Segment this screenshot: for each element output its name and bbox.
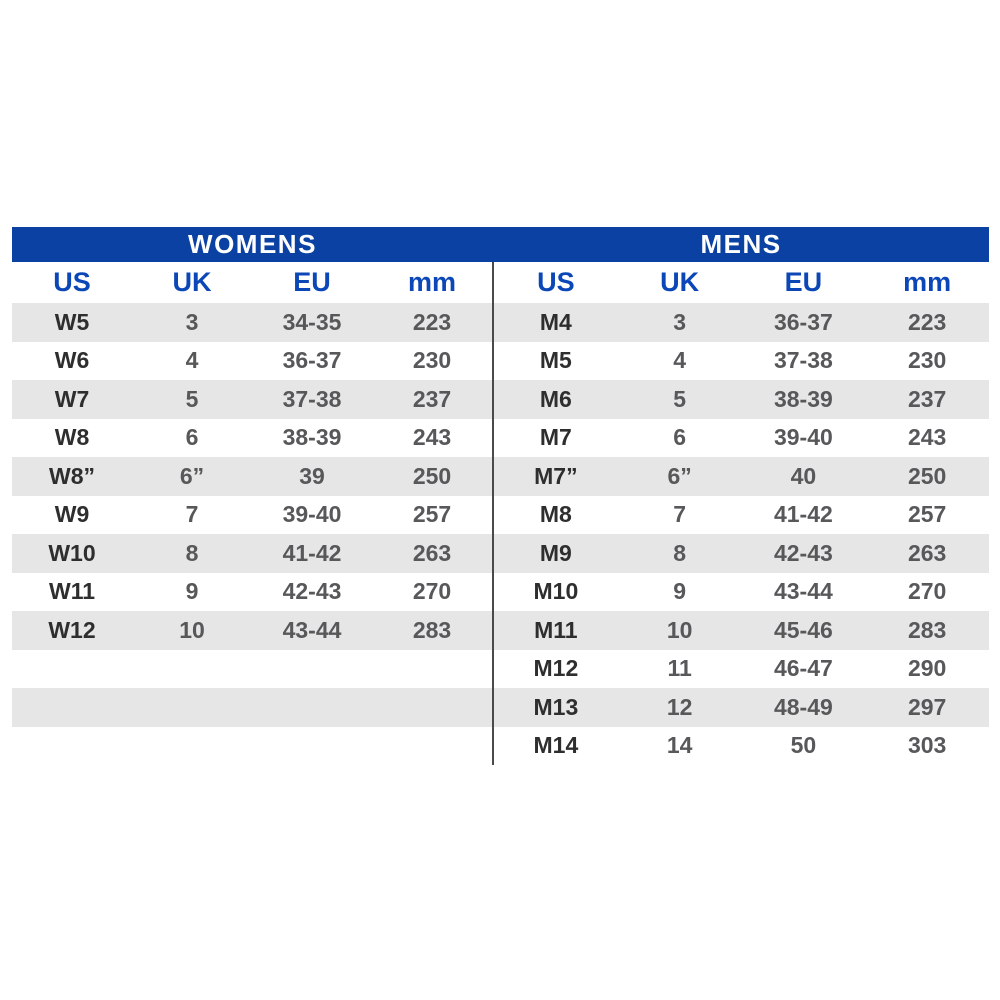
- womens-cell-mm: 270: [412, 578, 452, 605]
- womens-cell-uk: 10: [179, 616, 205, 643]
- womens-cell-mm: 237: [412, 385, 452, 412]
- mens-table-row: [494, 457, 989, 496]
- womens-cell-uk: 3: [185, 308, 199, 335]
- mens-cell-mm: 250: [907, 462, 947, 489]
- mens-cell-mm: 230: [907, 347, 947, 374]
- womens-empty-row: [12, 650, 492, 689]
- mens-table-row: [494, 688, 989, 727]
- mens-cell-eu: 39-40: [773, 424, 833, 451]
- womens-cell-eu: 37-38: [282, 385, 342, 412]
- mens-size-table: [494, 262, 989, 765]
- womens-empty-cell: [12, 650, 132, 689]
- mens-column-header-uk: UK: [618, 262, 742, 303]
- womens-cell-us: W10: [48, 539, 96, 566]
- mens-cell-uk: 5: [673, 385, 687, 412]
- mens-cell-us: M10: [533, 578, 579, 605]
- mens-cell-eu: 41-42: [773, 501, 833, 528]
- mens-section-title: MENS: [700, 229, 782, 259]
- womens-cell-uk: 4: [185, 347, 199, 374]
- mens-cell-uk: 6”: [667, 462, 692, 489]
- mens-cell-uk: 9: [673, 578, 687, 605]
- womens-table-row: [12, 303, 492, 342]
- womens-cell-eu: 39: [299, 462, 325, 489]
- mens-cell-uk: 6: [673, 424, 687, 451]
- womens-empty-row: [12, 727, 492, 766]
- mens-cell-uk: 3: [673, 308, 687, 335]
- mens-cell-mm: 297: [907, 693, 947, 720]
- womens-empty-cell: [252, 650, 372, 689]
- mens-cell-uk: 8: [673, 539, 687, 566]
- womens-cell-mm: 230: [412, 347, 452, 374]
- mens-cell-eu: 46-47: [773, 655, 833, 682]
- womens-cell-mm: 243: [412, 424, 452, 451]
- mens-cell-eu: 50: [790, 732, 817, 759]
- womens-empty-cell: [252, 688, 372, 727]
- womens-cell-eu: 41-42: [282, 539, 342, 566]
- mens-table-row: [494, 303, 989, 342]
- mens-header-row: [494, 262, 989, 303]
- size-conversion-chart: [12, 227, 989, 765]
- womens-empty-cell: [372, 650, 492, 689]
- womens-cell-mm: 263: [412, 539, 452, 566]
- mens-cell-mm: 223: [907, 308, 947, 335]
- mens-column-header-us: US: [494, 262, 618, 303]
- womens-column-header-us: US: [12, 262, 132, 303]
- mens-cell-eu: 43-44: [773, 578, 833, 605]
- womens-empty-cell: [12, 688, 132, 727]
- mens-table-row: [494, 650, 989, 689]
- mens-cell-us: M6: [539, 385, 572, 412]
- womens-cell-mm: 283: [412, 616, 452, 643]
- mens-cell-uk: 11: [667, 655, 692, 682]
- womens-cell-us: W11: [48, 578, 96, 605]
- womens-cell-uk: 8: [185, 539, 199, 566]
- womens-table-row: [12, 496, 492, 535]
- womens-cell-eu: 43-44: [282, 616, 342, 643]
- womens-cell-us: W12: [48, 616, 96, 643]
- womens-header-row: [12, 262, 492, 303]
- mens-cell-mm: 257: [907, 501, 947, 528]
- mens-table-row: [494, 611, 989, 650]
- womens-cell-us: W5: [54, 308, 90, 335]
- mens-cell-uk: 7: [673, 501, 687, 528]
- mens-cell-eu: 37-38: [773, 347, 833, 374]
- womens-empty-cell: [12, 727, 132, 766]
- womens-cell-eu: 42-43: [282, 578, 342, 605]
- womens-empty-cell: [132, 688, 252, 727]
- mens-table-row: [494, 496, 989, 535]
- mens-cell-mm: 303: [907, 732, 947, 759]
- womens-cell-eu: 38-39: [282, 424, 342, 451]
- womens-table-row: [12, 342, 492, 381]
- mens-cell-us: M8: [539, 501, 572, 528]
- womens-cell-eu: 36-37: [282, 347, 342, 374]
- womens-cell-eu: 34-35: [282, 308, 342, 335]
- mens-cell-us: M14: [533, 732, 579, 759]
- womens-column-header-eu: EU: [252, 262, 372, 303]
- mens-cell-mm: 270: [907, 578, 947, 605]
- womens-cell-mm: 223: [412, 308, 452, 335]
- mens-cell-mm: 243: [907, 424, 947, 451]
- womens-empty-cell: [132, 650, 252, 689]
- mens-cell-mm: 263: [907, 539, 947, 566]
- womens-cell-us: W8: [54, 424, 90, 451]
- mens-cell-us: M11: [534, 616, 578, 643]
- tables-row: [12, 262, 989, 765]
- womens-cell-us: W7: [54, 385, 90, 412]
- mens-cell-us: M13: [533, 693, 579, 720]
- mens-table-row: [494, 380, 989, 419]
- womens-cell-mm: 250: [412, 462, 452, 489]
- womens-table-row: [12, 611, 492, 650]
- mens-column-header-eu: EU: [742, 262, 866, 303]
- mens-cell-us: M12: [533, 655, 579, 682]
- mens-table-row: [494, 534, 989, 573]
- womens-table-row: [12, 419, 492, 458]
- mens-cell-us: M7: [539, 424, 572, 451]
- mens-cell-uk: 14: [666, 732, 693, 759]
- womens-section-title: WOMENS: [188, 229, 317, 259]
- mens-cell-eu: 45-46: [773, 616, 833, 643]
- womens-column-header-uk: UK: [132, 262, 252, 303]
- mens-cell-us: M5: [539, 347, 572, 374]
- mens-cell-mm: 290: [907, 655, 947, 682]
- womens-cell-uk: 5: [185, 385, 199, 412]
- womens-cell-uk: 6: [185, 424, 199, 451]
- womens-cell-us: W6: [54, 347, 90, 374]
- womens-empty-row: [12, 688, 492, 727]
- mens-table-row: [494, 419, 989, 458]
- womens-empty-cell: [132, 727, 252, 766]
- mens-cell-uk: 10: [666, 616, 693, 643]
- mens-cell-us: M4: [539, 308, 572, 335]
- mens-column-header-mm: mm: [865, 262, 989, 303]
- womens-cell-uk: 7: [185, 501, 199, 528]
- womens-size-table: [12, 262, 492, 765]
- mens-cell-us: M9: [539, 539, 572, 566]
- mens-table-row: [494, 342, 989, 381]
- mens-cell-uk: 4: [673, 347, 687, 374]
- womens-cell-us: W9: [54, 501, 90, 528]
- womens-empty-cell: [252, 727, 372, 766]
- mens-table-row: [494, 573, 989, 612]
- womens-table-row: [12, 573, 492, 612]
- mens-cell-uk: 12: [666, 693, 693, 720]
- mens-cell-eu: 42-43: [773, 539, 833, 566]
- mens-cell-eu: 36-37: [773, 308, 833, 335]
- mens-cell-mm: 237: [907, 385, 947, 412]
- womens-empty-cell: [372, 688, 492, 727]
- womens-table-row: [12, 380, 492, 419]
- mens-table-row: [494, 727, 989, 766]
- womens-table-row: [12, 534, 492, 573]
- womens-cell-us: W8”: [49, 462, 95, 489]
- mens-cell-eu: 38-39: [773, 385, 833, 412]
- mens-cell-eu: 48-49: [773, 693, 833, 720]
- womens-cell-mm: 257: [412, 501, 452, 528]
- mens-cell-mm: 283: [907, 616, 947, 643]
- womens-table-row: [12, 457, 492, 496]
- womens-cell-uk: 6”: [179, 462, 205, 489]
- mens-cell-us: M7”: [534, 462, 578, 489]
- womens-cell-eu: 39-40: [282, 501, 342, 528]
- mens-cell-eu: 40: [790, 462, 817, 489]
- womens-cell-uk: 9: [185, 578, 199, 605]
- womens-column-header-mm: mm: [372, 262, 492, 303]
- chart-header-bar: [12, 227, 989, 262]
- womens-empty-cell: [372, 727, 492, 766]
